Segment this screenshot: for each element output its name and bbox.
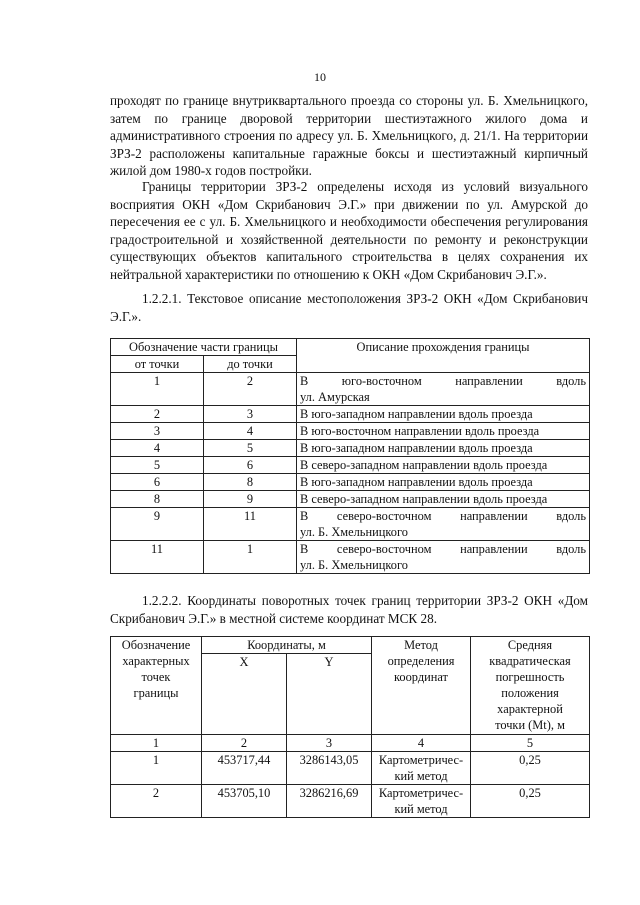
from-point-cell: 6 [111,474,204,491]
table-row [111,752,590,785]
header-line: точек [141,670,171,684]
paragraph-4-heading: 1.2.2.2. Координаты поворотных точек границ территории ЗРЗ-2 ОКН «Дом Скрибанович Э.Г.» в местной системе координат МСК 28. [110,593,588,626]
header-line: характерных [122,654,190,668]
page-number: 10 [314,70,326,84]
description-cell [297,541,590,574]
header-to-point: до точки [204,356,297,373]
description-cell: В северо-западном направлении вдоль проезда [297,457,590,474]
header-y: Y [287,654,372,735]
table-row [111,785,590,818]
description-cell: В северо-западном направлении вдоль проезда [297,491,590,508]
description-cell: В юго-восточном направлении вдоль проезда [297,423,590,440]
from-point-cell: 8 [111,491,204,508]
point-cell: 2 [111,785,202,818]
header-line: погрешность [495,670,565,684]
table-row [111,508,590,541]
paragraph-3-heading: 1.2.2.1. Текстовое описание местоположения ЗРЗ-2 ОКН «Дом Скрибанович Э.Г.». [110,291,588,324]
header-line: Средняя [507,638,553,652]
header-mean-error [471,637,590,735]
column-number-row [111,735,590,752]
from-point-cell: 1 [111,373,204,406]
header-line: квадратическая [489,654,571,668]
table-row [111,406,590,423]
header-line: точки (Mt), м [495,718,565,732]
error-cell: 0,25 [471,785,590,818]
table-row [111,457,590,474]
header-from-point: от точки [111,356,204,373]
to-point-cell: 4 [204,423,297,440]
to-point-cell: 2 [204,373,297,406]
header-line: положения [501,686,559,700]
to-point-cell: 3 [204,406,297,423]
from-point-cell: 9 [111,508,204,541]
boundary-description-table [110,338,590,574]
point-cell: 1 [111,752,202,785]
description-cell [297,508,590,541]
method-cell [372,785,471,818]
method-cell [372,752,471,785]
description-line: ул. Б. Хмельницкого [300,525,408,539]
header-x: X [202,654,287,735]
description-line: В северо-восточном направлении вдоль [300,542,586,556]
description-cell [297,373,590,406]
description-line: В северо-восточном направлении вдоль [300,509,586,523]
header-line: характерной [497,702,563,716]
header-line: границы [133,686,179,700]
header-line: координат [394,670,448,684]
header-line: определения [387,654,455,668]
column-number: 2 [202,735,287,752]
description-line: ул. Б. Хмельницкого [300,558,408,572]
column-number: 5 [471,735,590,752]
to-point-cell: 5 [204,440,297,457]
y-cell: 3286143,05 [287,752,372,785]
description-line: ул. Амурская [300,390,370,404]
description-cell: В юго-западном направлении вдоль проезда [297,406,590,423]
table-row [111,423,590,440]
description-cell: В юго-западном направлении вдоль проезда [297,474,590,491]
description-line: В юго-восточном направлении вдоль [300,374,586,388]
x-cell: 453717,44 [202,752,287,785]
table-row [111,440,590,457]
from-point-cell: 5 [111,457,204,474]
header-method [372,637,471,735]
to-point-cell: 1 [204,541,297,574]
from-point-cell: 11 [111,541,204,574]
header-boundary-part: Обозначение части границы [111,339,297,356]
header-line: Обозначение [121,638,191,652]
header-coordinates: Координаты, м [202,637,372,654]
method-line: кий метод [394,769,448,783]
column-number: 1 [111,735,202,752]
column-number: 4 [372,735,471,752]
method-line: Картометричес- [378,786,464,800]
paragraph-2: Границы территории ЗРЗ-2 определены исходя из условий визуального восприятия ОКН «Дом Скрибанович Э.Г.» при движении по ул. Амурской до пересечения ее с ул. Б. Хмельницкого и необходимости обеспечения регулирования градостроительной и хозяйственной деятельности по ремонту и реконструкции существующих объектов капитального строительства в целях сохранения их нейтральной характеристики по отношению к ОКН «Дом Скрибанович Э.Г.». [110,179,588,282]
from-point-cell: 4 [111,440,204,457]
y-cell: 3286216,69 [287,785,372,818]
header-description: Описание прохождения границы [297,339,590,373]
description-cell: В юго-западном направлении вдоль проезда [297,440,590,457]
to-point-cell: 11 [204,508,297,541]
table-row [111,373,590,406]
to-point-cell: 6 [204,457,297,474]
table-row [111,491,590,508]
to-point-cell: 8 [204,474,297,491]
paragraph-1: проходят по границе внутриквартального проезда со стороны ул. Б. Хмельницкого, затем по границе дворовой территории шестиэтажного жилого дома и административного строения по адресу ул. Б. Хмельницкого, д. 21/1. На территории ЗРЗ-2 расположены капитальные гаражные боксы и шестиэтажный кирпичный жилой дом 1980-х годов постройки. [110,93,588,179]
table-row [111,541,590,574]
header-point-designation [111,637,202,735]
column-number: 3 [287,735,372,752]
coordinates-table [110,636,590,818]
error-cell: 0,25 [471,752,590,785]
table-row [111,474,590,491]
to-point-cell: 9 [204,491,297,508]
header-line: Метод [404,638,438,652]
from-point-cell: 3 [111,423,204,440]
method-line: кий метод [394,802,448,816]
method-line: Картометричес- [378,753,464,767]
x-cell: 453705,10 [202,785,287,818]
from-point-cell: 2 [111,406,204,423]
